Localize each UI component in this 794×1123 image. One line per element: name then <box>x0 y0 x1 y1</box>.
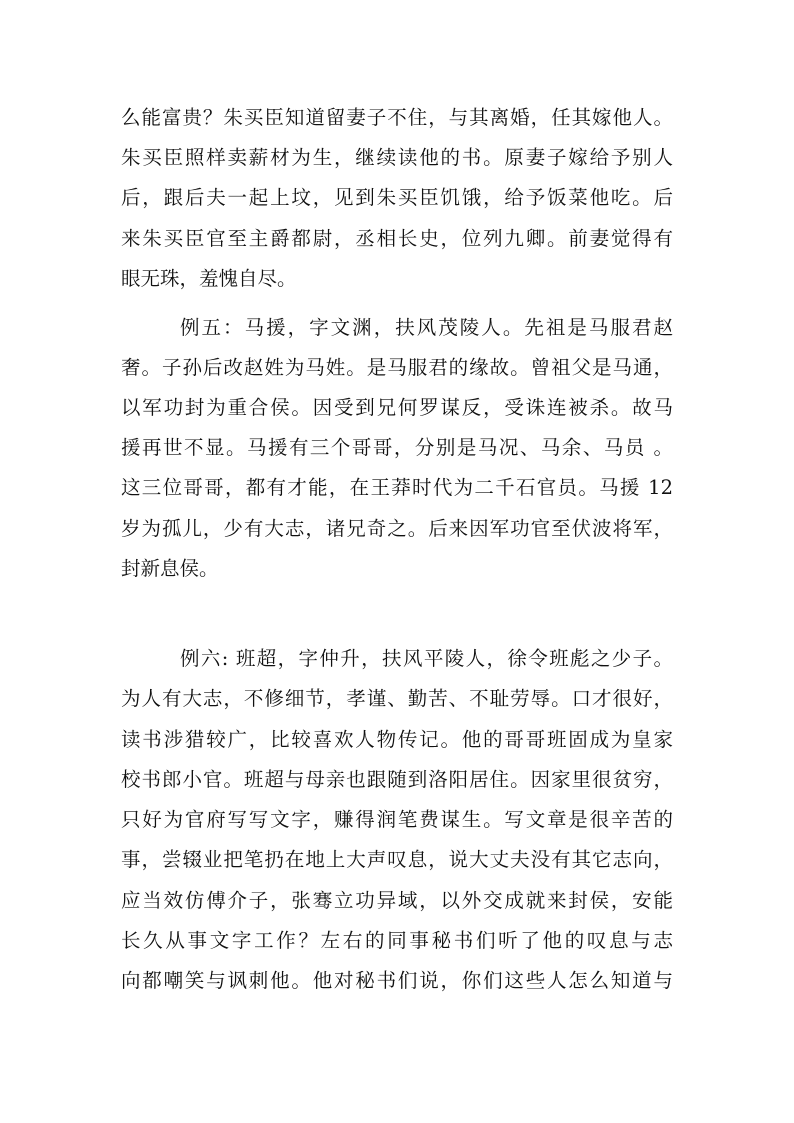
paragraph-line: 后，跟后夫一起上坟，见到朱买臣饥饿，给予饭菜他吃。后 <box>121 186 673 209</box>
paragraph-line: 应当效仿傅介子，张骞立功异域，以外交成就来封侯，安能 <box>121 889 673 912</box>
paragraph-line: 例五：马援，字文渊，扶风茂陵人。先祖是马服君赵 <box>180 316 673 339</box>
paragraph-line: 校书郎小官。班超与母亲也跟随到洛阳居住。因家里很贫穷， <box>121 768 673 791</box>
paragraph-line: 只好为官府写写文字，赚得润笔费谋生。写文章是很辛苦的 <box>121 808 673 831</box>
paragraph-line: 么能富贵？朱买臣知道留妻子不住，与其离婚，任其嫁他人。 <box>121 106 673 129</box>
paragraph-line: 朱买臣照样卖薪材为生，继续读他的书。原妻子嫁给予别人 <box>121 146 673 169</box>
paragraph-line: 向都嘲笑与讽刺他。他对秘书们说，你们这些人怎么知道与 <box>121 969 673 992</box>
paragraph-line: 事，尝辍业把笔扔在地上大声叹息，说大丈夫没有其它志向， <box>121 848 673 871</box>
paragraph-line: 岁为孤儿，少有大志，诸兄奇之。后来因军功官至伏波将军， <box>121 517 673 540</box>
paragraph-line: 例六: 班超，字仲升，扶风平陵人，徐令班彪之少子。 <box>180 647 673 670</box>
paragraph-line: 奢。子孙后改赵姓为马姓。是马服君的缘故。曾祖父是马通， <box>121 356 673 379</box>
paragraph-line: 来朱买臣官至主爵都尉，丞相长史，位列九卿。前妻觉得有 <box>121 227 673 250</box>
paragraph-line: 以军功封为重合侯。因受到兄何罗谋反，受诛连被杀。故马 <box>121 396 673 419</box>
paragraph-line: 援再世不显。马援有三个哥哥，分别是马况、马余、马员 。 <box>121 436 673 459</box>
paragraph-line: 读书涉猎较广，比较喜欢人物传记。他的哥哥班固成为皇家 <box>121 728 673 751</box>
paragraph-line: 封新息侯。 <box>121 557 219 580</box>
paragraph-line: 为人有大志，不修细节，孝谨、勤苦、不耻劳辱。口才很好， <box>121 687 673 710</box>
paragraph-line: 长久从事文字工作？左右的同事秘书们听了他的叹息与志 <box>121 929 673 952</box>
paragraph-line: 眼无珠，羞愧自尽。 <box>121 267 297 290</box>
paragraph-line: 这三位哥哥，都有才能，在王莽时代为二千石官员。马援 12 <box>121 476 673 499</box>
